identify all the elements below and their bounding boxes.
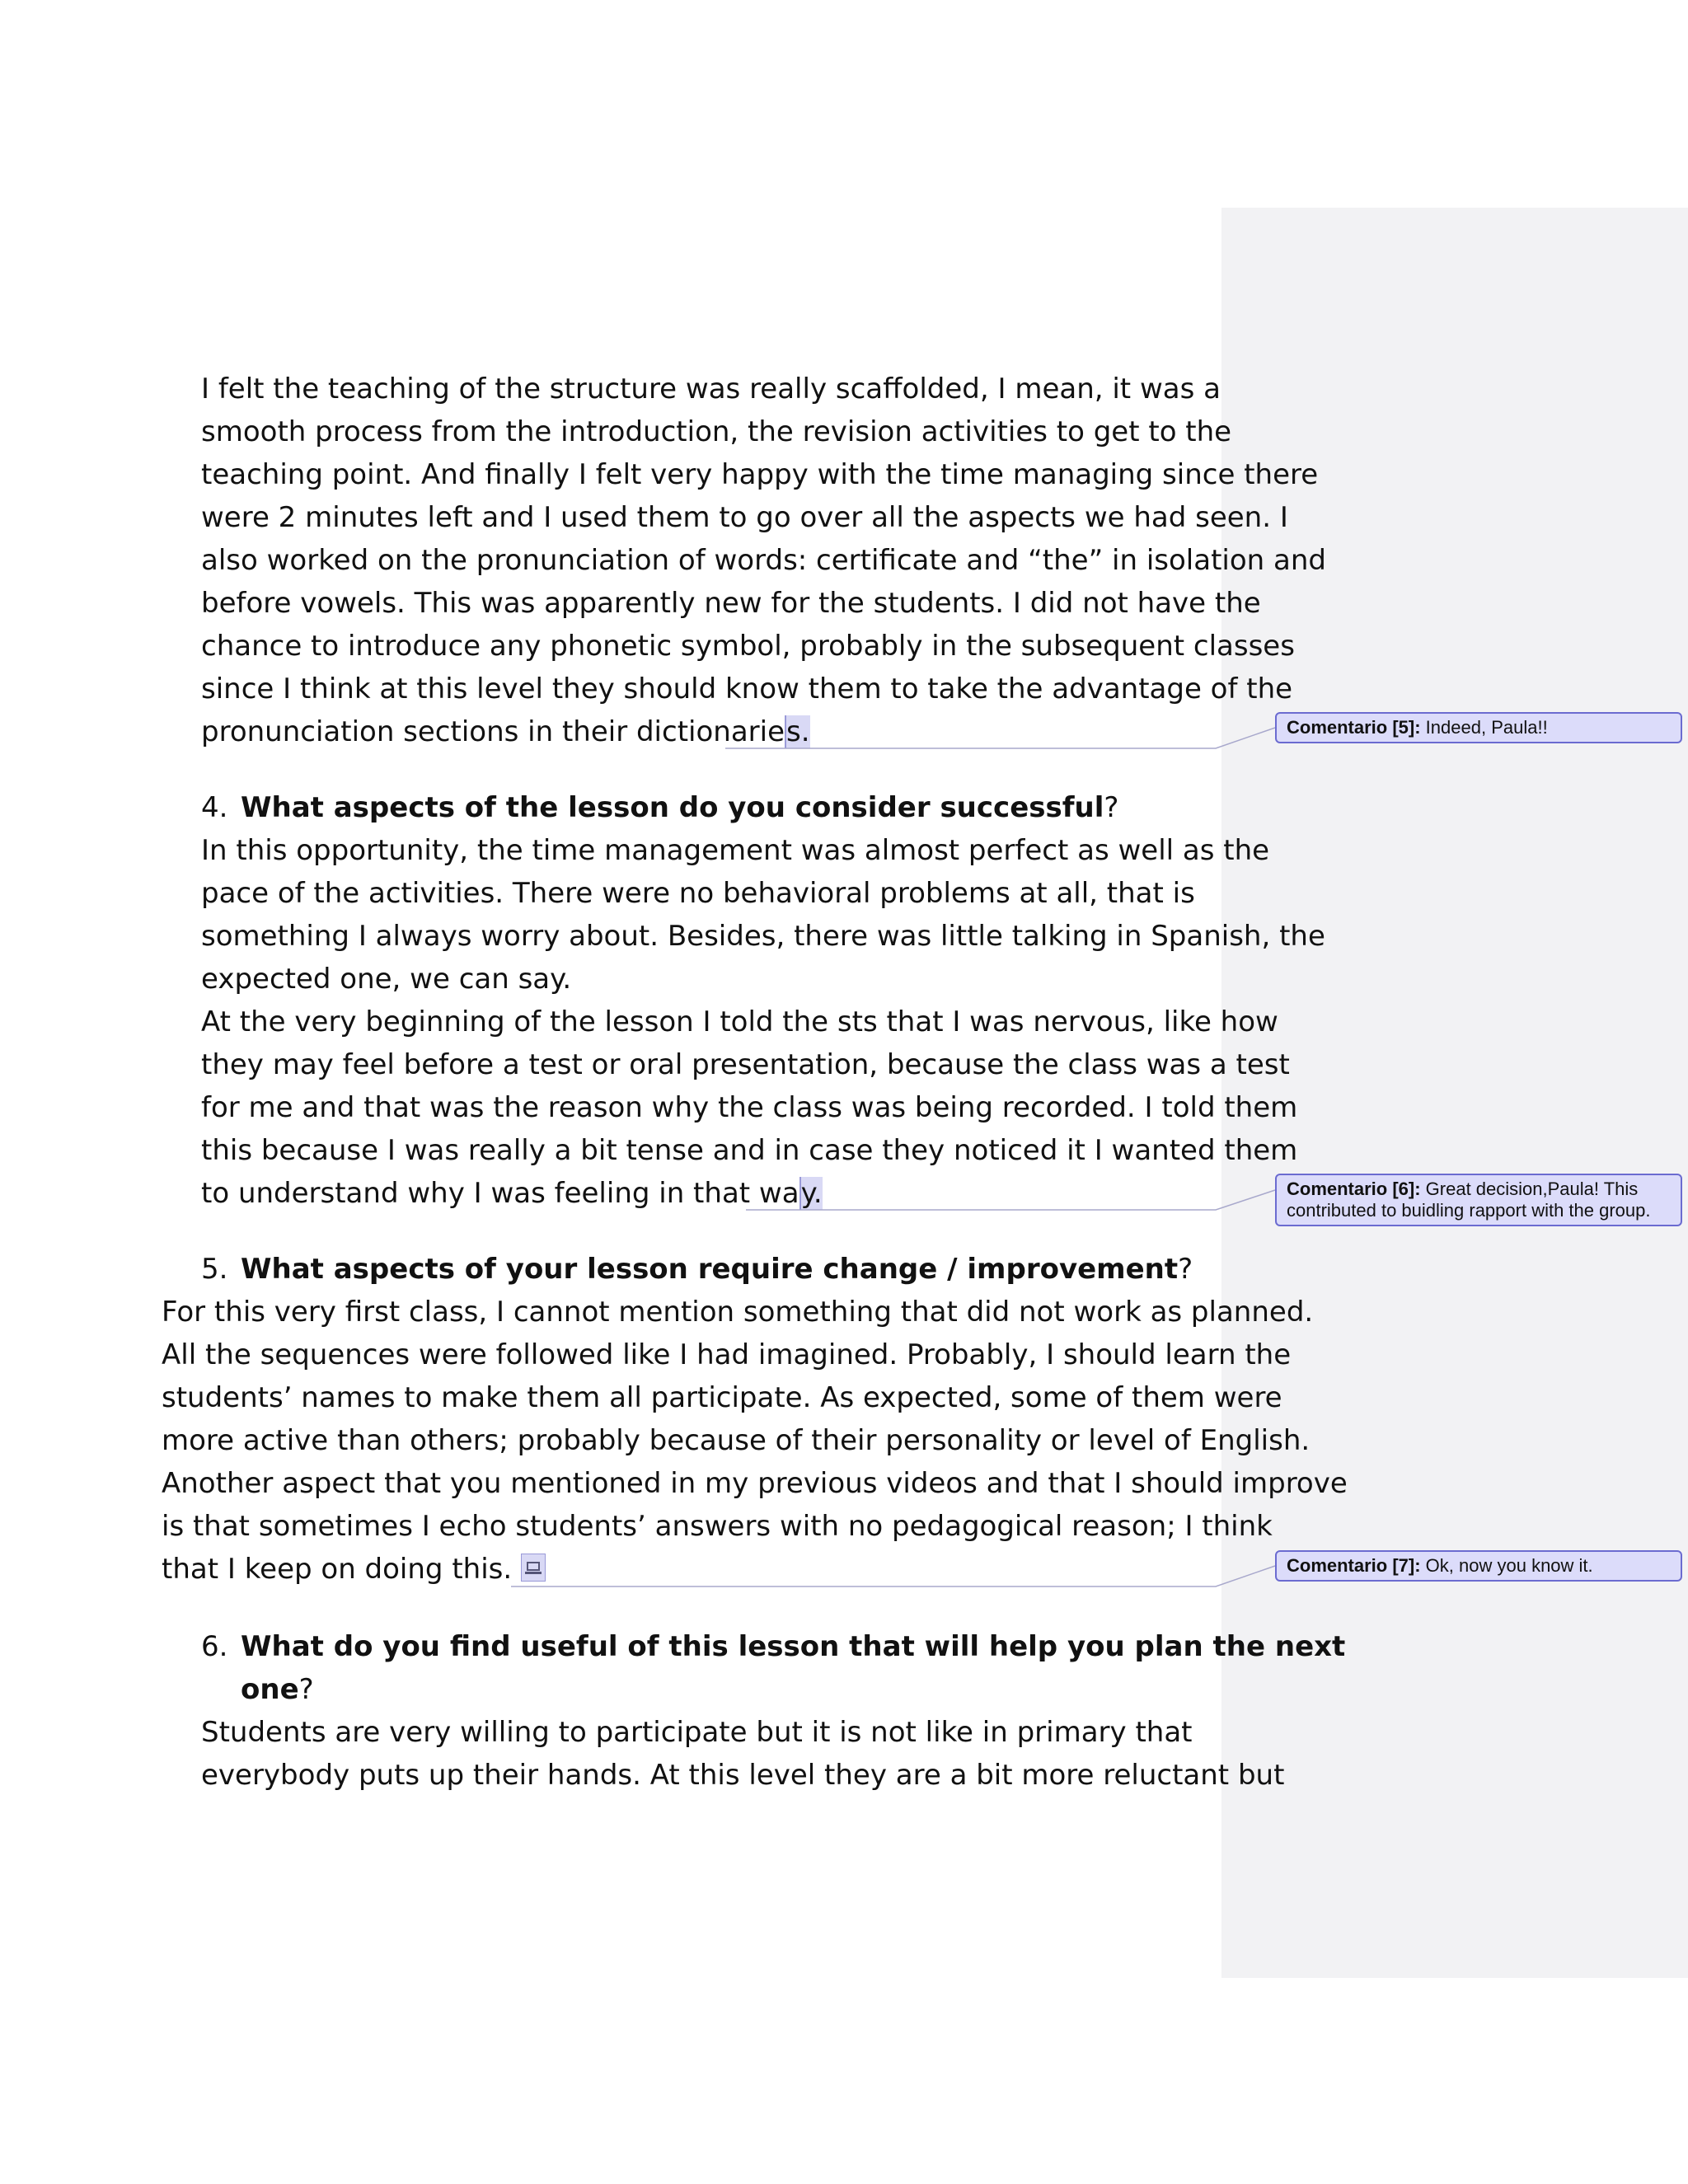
text-line (201, 710, 810, 753)
text-line: Students are very willing to participate but it is not like in primary that (201, 1716, 1193, 1749)
text-span: pronunciation sections in their dictionarie (201, 715, 785, 748)
text-line: since I think at this level they should know them to take the advantage of the (201, 673, 1293, 705)
list-number: 5. (201, 1253, 228, 1286)
text-line (162, 1548, 546, 1591)
comment-text: Ok, now you know it. (1420, 1555, 1593, 1576)
comment-label: Comentario [6]: (1287, 1179, 1421, 1199)
text-line (201, 1172, 823, 1215)
text-line: this because I was really a bit tense and in case they noticed it I wanted them (201, 1134, 1298, 1167)
question-5-heading (201, 1248, 1193, 1291)
list-number: 6. (201, 1630, 228, 1663)
text-line: something I always worry about. Besides, there was little talking in Spanish, the (201, 920, 1325, 953)
question-mark: ? (298, 1673, 314, 1706)
text-line: they may feel before a test or oral presentation, because the class was a test (201, 1048, 1290, 1081)
question-text: one (241, 1673, 299, 1706)
question-6-heading-cont (241, 1668, 314, 1711)
text-line: students’ names to make them all participate. As expected, some of them were (162, 1381, 1282, 1414)
text-line: At the very beginning of the lesson I told the sts that I was nervous, like how (201, 1005, 1278, 1038)
question-4-heading (201, 786, 1118, 829)
question-text: What do you find useful of this lesson that will help you plan the next (241, 1630, 1346, 1663)
text-line: Another aspect that you mentioned in my previous videos and that I should improve (162, 1467, 1348, 1500)
text-line: pace of the activities. There were no behavioral problems at all, that is (201, 877, 1195, 910)
text-line: For this very first class, I cannot mention something that did not work as planned. (162, 1296, 1314, 1329)
text-line: chance to introduce any phonetic symbol, probably in the subsequent classes (201, 630, 1295, 663)
text-line: also worked on the pronunciation of words: certificate and “the” in isolation and (201, 544, 1326, 577)
connector-7 (511, 1566, 1275, 1586)
question-text: What aspects of your lesson require change / improvement (241, 1253, 1179, 1286)
question-mark: ? (1178, 1253, 1193, 1286)
text-line: In this opportunity, the time management was almost perfect as well as the (201, 834, 1270, 867)
comment-anchor-5[interactable]: s. (786, 715, 810, 748)
text-line: I felt the teaching of the structure was really scaffolded, I mean, it was a (201, 373, 1221, 405)
question-text: What aspects of the lesson do you consider successful (241, 791, 1104, 824)
comment-label: Comentario [5]: (1287, 717, 1421, 738)
text-line: expected one, we can say. (201, 963, 572, 996)
question-mark: ? (1104, 791, 1119, 824)
comment-text: Indeed, Paula!! (1420, 717, 1548, 738)
text-line: before vowels. This was apparently new for the students. I did not have the (201, 587, 1261, 620)
comment-6[interactable] (1275, 1174, 1682, 1226)
text-line: more active than others; probably because of their personality or level of English. (162, 1424, 1311, 1457)
comment-anchor-6[interactable]: y. (800, 1177, 823, 1210)
list-number: 4. (201, 791, 228, 824)
comment-text: Great decision,Paula! This contributed to buidling rapport with the group. (1287, 1179, 1651, 1221)
embedded-object-icon[interactable] (521, 1554, 546, 1582)
text-line: is that sometimes I echo students’ answers with no pedagogical reason; I think (162, 1510, 1273, 1543)
comment-5[interactable] (1275, 712, 1682, 743)
comment-label: Comentario [7]: (1287, 1555, 1421, 1576)
comment-7[interactable] (1275, 1550, 1682, 1582)
text-line: All the sequences were followed like I had imagined. Probably, I should learn the (162, 1338, 1292, 1371)
text-span: to understand why I was feeling in that wa (201, 1177, 799, 1210)
text-line: for me and that was the reason why the class was being recorded. I told them (201, 1091, 1298, 1124)
text-line: were 2 minutes left and I used them to go over all the aspects we had seen. I (201, 501, 1288, 534)
text-span: that I keep on doing this. (162, 1553, 521, 1586)
text-line: teaching point. And finally I felt very happy with the time managing since there (201, 458, 1319, 491)
question-6-heading (201, 1625, 1345, 1668)
connector-6 (746, 1190, 1275, 1210)
text-line: smooth process from the introduction, the revision activities to get to the (201, 415, 1232, 448)
text-line: everybody puts up their hands. At this level they are a bit more reluctant but (201, 1759, 1285, 1792)
